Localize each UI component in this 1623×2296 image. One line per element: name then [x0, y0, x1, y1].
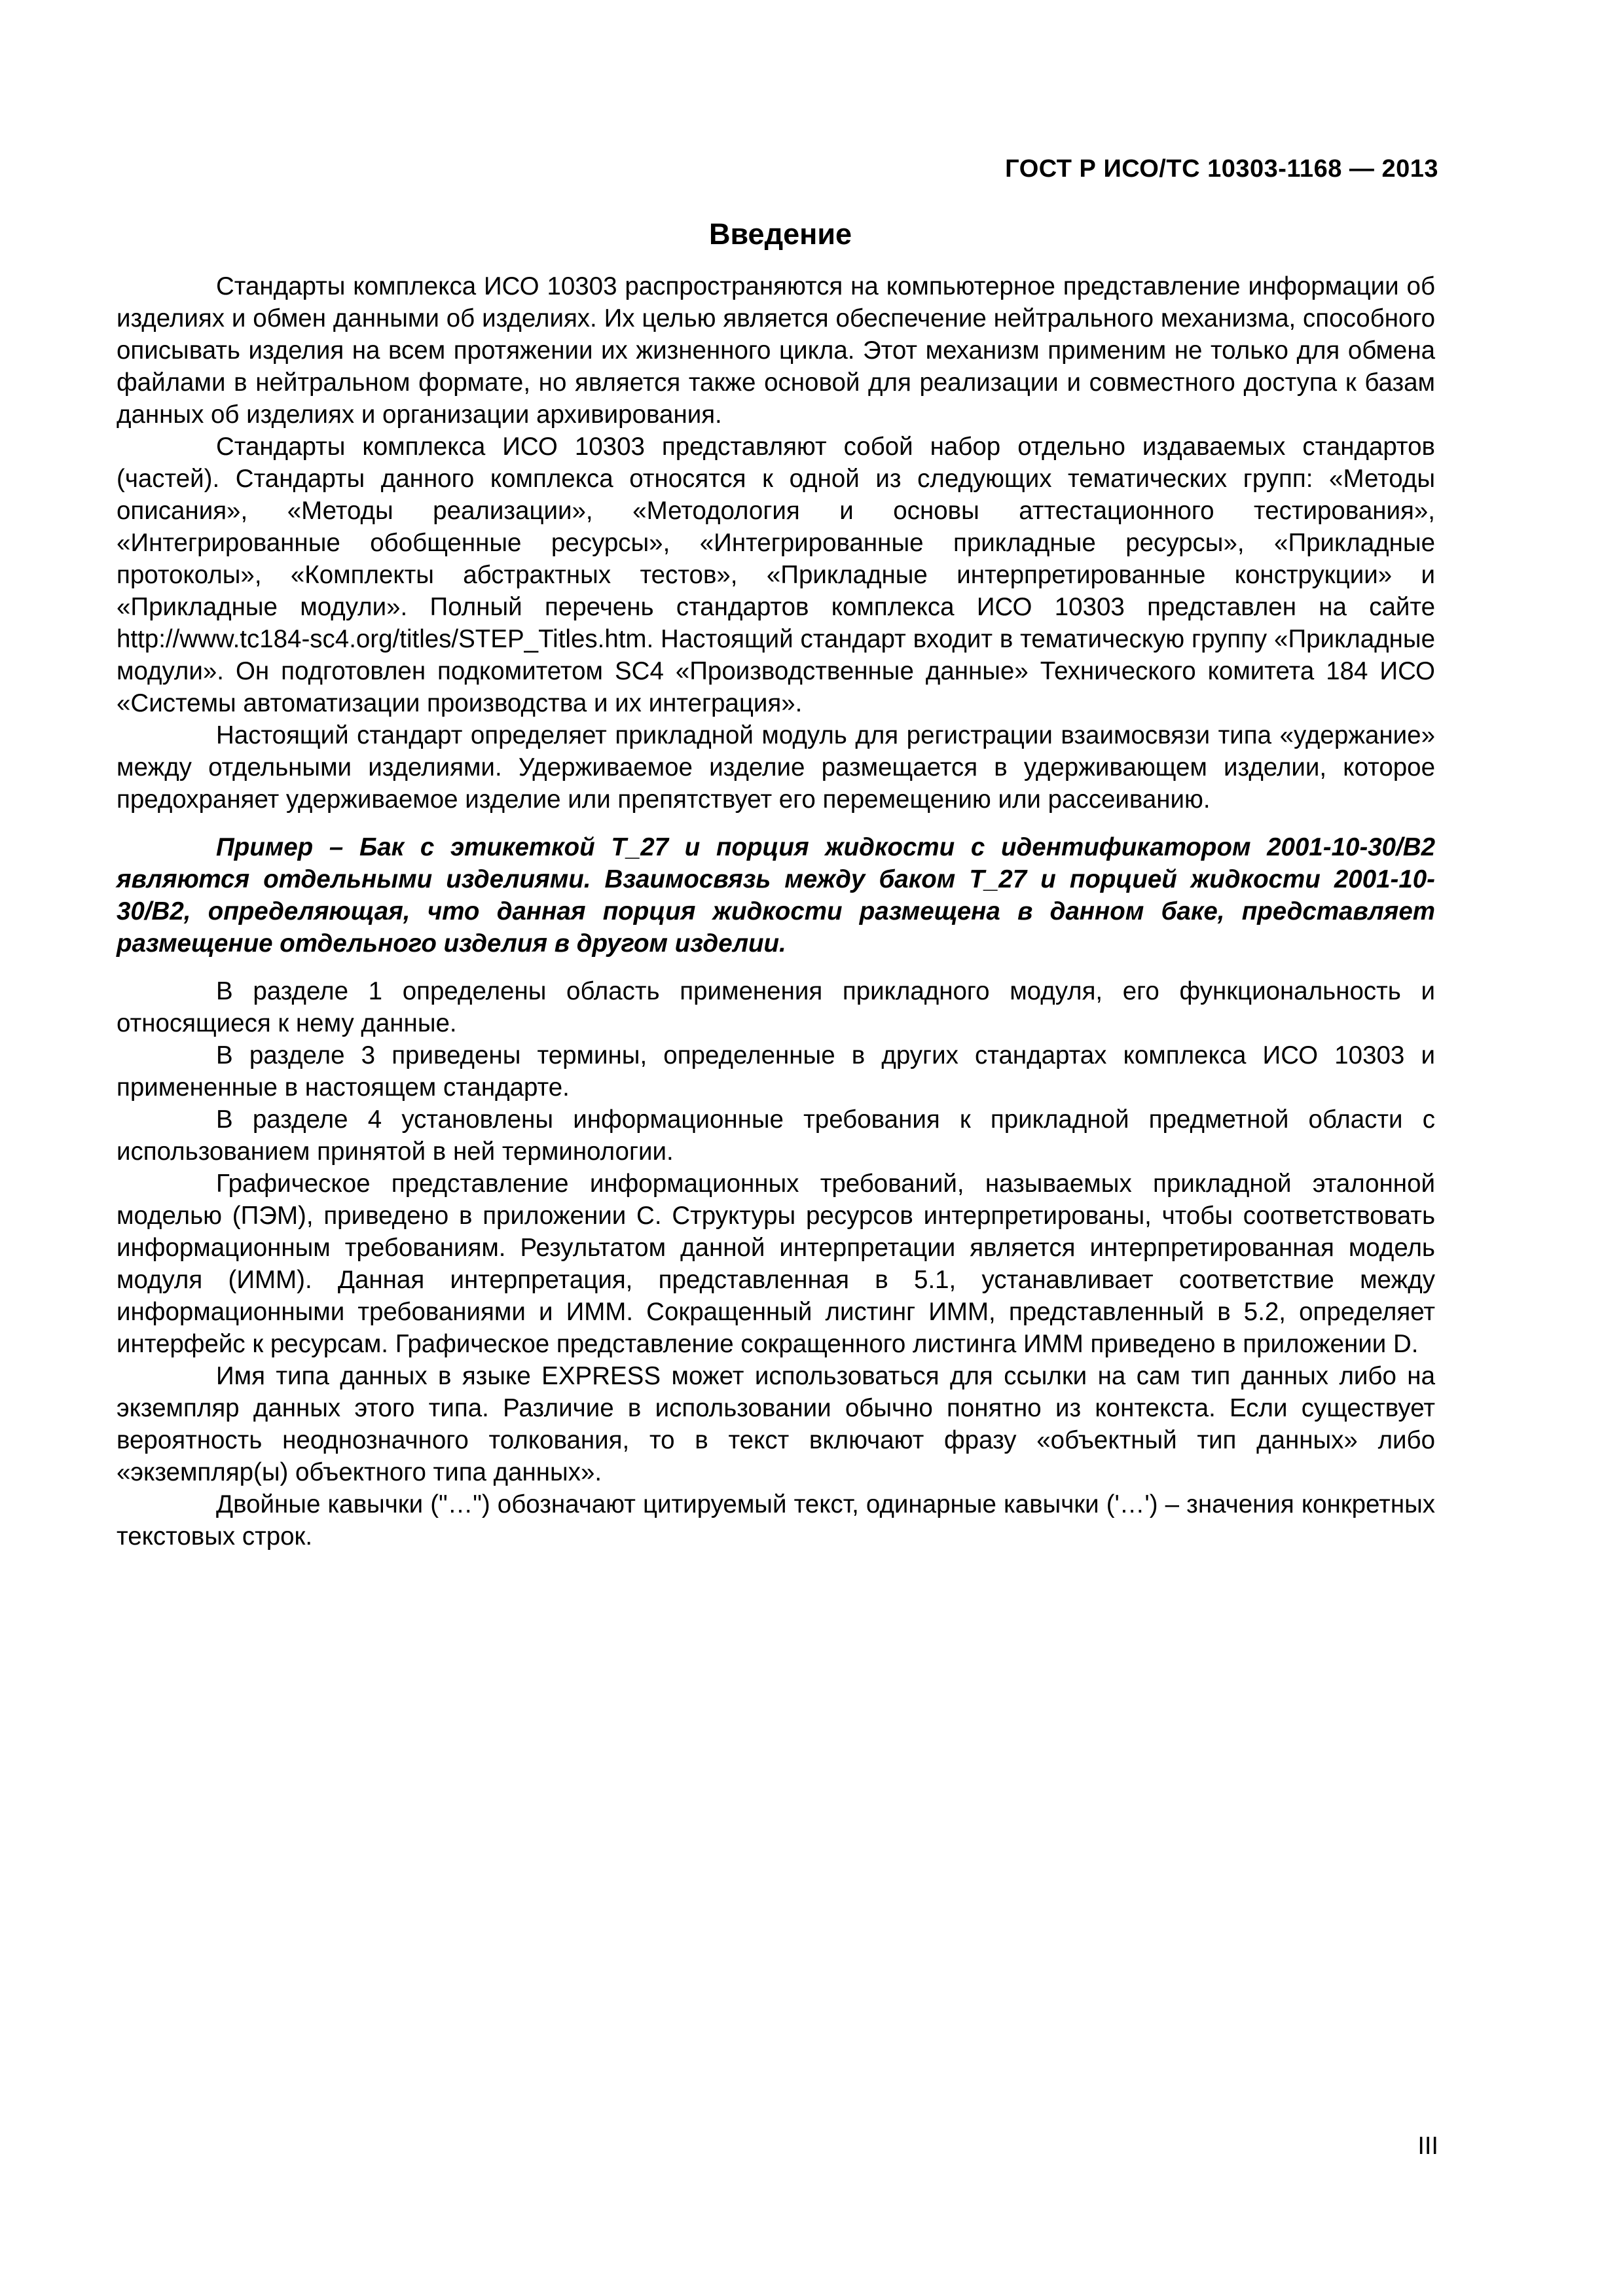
paragraph: Стандарты комплекса ИСО 10303 представляют собой набор отдельно издаваемых стандартов (частей). Стандарты данного комплекса относятся к одной из следующих тематических групп: «Методы описания», «Методы реализации», «Методология и основы аттестационного тестирования», «Интегрированные обобщенные ресурсы», «Интегрированные прикладные ресурсы», «Прикладные протоколы», «Комплекты абстрактных тестов», «Прикладные интерпретированные конструкции» и «Прикладные модули». Полный перечень стандартов комплекса ИСО 10303 представлен на сайте http://www.tc184-sc4.org/titles/STEP_Titles.htm. Настоящий стандарт входит в тематическую группу «Прикладные модули». Он подготовлен подкомитетом SC4 «Производственные данные» Технического комитета 184 ИСО «Системы автоматизации производства и их интеграция».: [117, 433, 1435, 717]
example-paragraph: Пример – Бак с этикеткой Т_27 и порция жидкости с идентификатором 2001-10-30/B2 являются отдельными изделиями. Взаимосвязь между баком Т_27 и порцией жидкости 2001-10-30/B2, определяющая, что данная порция жидкости размещена в данном баке, представляет размещение отдельного изделия в другом изделии.: [117, 833, 1435, 958]
paragraph: Стандарты комплекса ИСО 10303 распространяются на компьютерное представление информации об изделиях и обмен данными об изделиях. Их целью является обеспечение нейтрального механизма, способного описывать изделия на всем протяжении их жизненного цикла. Этот механизм применим не только для обмена файлами в нейтральном формате, но является также основой для реализации и совместного доступа к базам данных об изделиях и организации архивирования.: [117, 272, 1435, 429]
paragraph: Графическое представление информационных требований, называемых прикладной эталонной моделью (ПЭМ), приведено в приложении С. Структуры ресурсов интерпретированы, чтобы соответствовать информационным требованиям. Результатом данной интерпретации является интерпретированная модель модуля (ИММ). Данная интерпретация, представленная в 5.1, устанавливает соответствие между информационными требованиями и ИММ. Сокращенный листинг ИММ, представленный в 5.2, определяет интерфейс к ресурсам. Графическое представление сокращенного листинга ИММ приведено в приложении D.: [117, 1170, 1435, 1358]
document-code-header: ГОСТ Р ИСО/ТС 10303-1168 — 2013: [1005, 155, 1438, 183]
document-body: [117, 270, 1435, 1552]
section-title: Введение: [708, 217, 852, 251]
paragraph: Имя типа данных в языке EXPRESS может использоваться для ссылки на сам тип данных либо на экземпляр данных этого типа. Различие в использовании обычно понятно из контекста. Если существует вероятность неоднозначного толкования, то в текст включают фразу «объектный тип данных» либо «экземпляр(ы) объектного типа данных».: [117, 1362, 1435, 1486]
paragraph: Двойные кавычки ("…") обозначают цитируемый текст, одинарные кавычки ('…') – значения конкретных текстовых строк.: [117, 1490, 1435, 1551]
paragraph: В разделе 1 определены область применения прикладного модуля, его функциональность и относящиеся к нему данные.: [117, 977, 1435, 1037]
paragraph: В разделе 3 приведены термины, определенные в других стандартах комплекса ИСО 10303 и примененные в настоящем стандарте.: [117, 1041, 1435, 1102]
paragraph: Настоящий стандарт определяет прикладной модуль для регистрации взаимосвязи типа «удержание» между отдельными изделиями. Удерживаемое изделие размещается в удерживающем изделии, которое предохраняет удерживаемое изделие или препятствует его перемещению или рассеиванию.: [117, 721, 1435, 814]
paragraph: В разделе 4 установлены информационные требования к прикладной предметной области с использованием принятой в ней терминологии.: [117, 1105, 1435, 1166]
page-number: III: [1417, 2132, 1438, 2160]
